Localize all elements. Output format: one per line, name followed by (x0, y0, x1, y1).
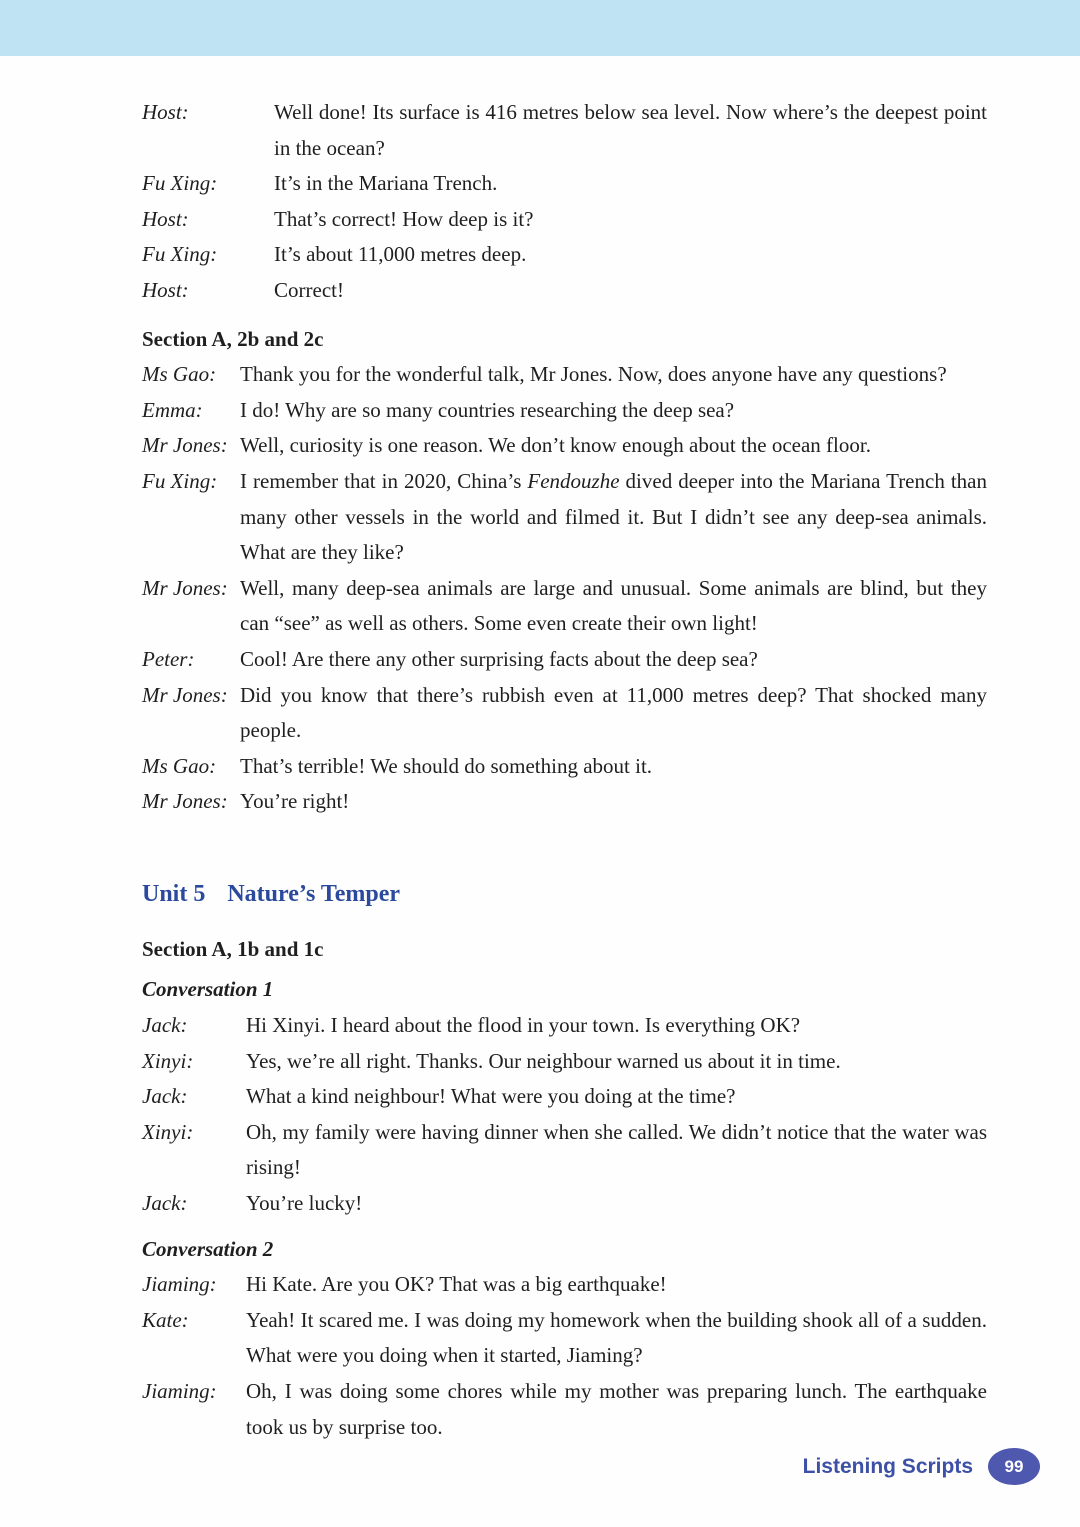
dialogue-text: Hi Kate. Are you OK? That was a big earthquake! (246, 1272, 667, 1297)
speaker-label: Ms Gao: (142, 362, 217, 387)
dialogue-line (142, 428, 987, 464)
dialogue-text: What a kind neighbour! What were you doing at the time? (246, 1084, 736, 1109)
speaker-label: Jack: (142, 1013, 188, 1038)
dialogue-text-segment: I remember that in 2020, China’s (240, 468, 528, 493)
dialogue-line (142, 1303, 987, 1374)
dialogue-block-conversation-1 (142, 1008, 987, 1222)
dialogue-text: It’s in the Mariana Trench. (274, 171, 498, 196)
speaker-label: Fu Xing: (142, 242, 218, 267)
speaker-label: Ms Gao: (142, 753, 217, 778)
dialogue-line (142, 1008, 987, 1044)
top-decorative-band (0, 0, 1080, 56)
dialogue-text: Hi Xinyi. I heard about the flood in your town. Is everything OK? (246, 1013, 801, 1038)
dialogue-text: Yes, we’re all right. Thanks. Our neighbour warned us about it in time. (246, 1048, 841, 1073)
dialogue-line (142, 166, 987, 202)
dialogue-text: You’re lucky! (246, 1191, 363, 1216)
dialogue-line (142, 357, 987, 393)
dialogue-line (142, 784, 987, 820)
vessel-name-italic: Fendouzhe (527, 468, 620, 493)
dialogue-text: That’s terrible! We should do something about it. (240, 753, 653, 778)
dialogue-text: Yeah! It scared me. I was doing my homework when the building shook all of a sudden. What were you doing when it started, Jiaming? (246, 1307, 987, 1368)
dialogue-text: I do! Why are so many countries researching the deep sea? (240, 397, 735, 422)
dialogue-text: Well, curiosity is one reason. We don’t know enough about the ocean floor. (240, 433, 871, 458)
section-heading-1b-1c: Section A, 1b and 1c (142, 936, 324, 961)
dialogue-text: Well, many deep-sea animals are large and unusual. Some animals are blind, but they can “see” as well as others. Some even create their own light! (240, 575, 987, 636)
dialogue-line (142, 464, 987, 571)
page-footer (803, 1448, 1040, 1485)
dialogue-text: Well done! Its surface is 416 metres below sea level. Now where’s the deepest point in the ocean? (274, 100, 987, 160)
dialogue-line (142, 393, 987, 429)
speaker-label: Jack: (142, 1191, 188, 1216)
dialogue-text: That’s correct! How deep is it? (274, 206, 534, 231)
speaker-label: Kate: (142, 1307, 189, 1332)
dialogue-text: Oh, I was doing some chores while my mother was preparing lunch. The earthquake took us by surprise too. (246, 1379, 987, 1439)
speaker-label: Jiaming: (142, 1379, 217, 1403)
speaker-label: Jack: (142, 1084, 188, 1109)
dialogue-line (142, 237, 987, 273)
speaker-label: Mr Jones: (142, 682, 228, 707)
dialogue-text: Cool! Are there any other surprising facts about the deep sea? (240, 646, 758, 671)
dialogue-text: Thank you for the wonderful talk, Mr Jones. Now, does anyone have any questions? (240, 362, 947, 387)
speaker-label: Host: (142, 206, 189, 231)
unit-heading (142, 876, 987, 912)
dialogue-text: You’re right! (240, 789, 350, 814)
conversation-1-heading: Conversation 1 (142, 977, 274, 1002)
unit-title: Nature’s Temper (227, 880, 400, 907)
speaker-label: Mr Jones: (142, 575, 228, 600)
speaker-label: Jiaming: (142, 1272, 217, 1297)
page-number-badge: 99 (988, 1448, 1040, 1485)
dialogue-line (142, 642, 987, 678)
speaker-label: Mr Jones: (142, 433, 228, 458)
dialogue-line (142, 273, 987, 309)
dialogue-line (142, 1374, 987, 1445)
dialogue-text-segment: dived deeper into the Mariana Trench than many other vessels in the world and filmed it. But I didn’t see any deep-sea animals. What are they like? (240, 468, 987, 565)
speaker-label: Fu Xing: (142, 171, 218, 196)
speaker-label: Fu Xing: (142, 468, 218, 493)
speaker-label: Host: (142, 100, 189, 124)
dialogue-line (142, 571, 987, 642)
dialogue-block-classroom (142, 357, 987, 820)
dialogue-line (142, 95, 987, 166)
dialogue-line (142, 749, 987, 785)
dialogue-text: It’s about 11,000 metres deep. (274, 242, 527, 267)
dialogue-line (142, 678, 987, 749)
dialogue-text (240, 464, 987, 571)
dialogue-line (142, 1044, 987, 1080)
dialogue-line (142, 1186, 987, 1222)
unit-number: Unit 5 (142, 880, 206, 907)
dialogue-line (142, 1267, 987, 1303)
speaker-label: Xinyi: (142, 1119, 194, 1144)
conversation-2-heading: Conversation 2 (142, 1236, 274, 1261)
dialogue-text: Did you know that there’s rubbish even at 11,000 metres deep? That shocked many people. (240, 682, 987, 743)
dialogue-text: Oh, my family were having dinner when she called. We didn’t notice that the water was rising! (246, 1119, 987, 1180)
speaker-label: Peter: (142, 646, 195, 671)
footer-section-label: Listening Scripts (802, 1454, 973, 1478)
dialogue-block-conversation-2 (142, 1267, 987, 1445)
dialogue-line (142, 1079, 987, 1115)
speaker-label: Emma: (142, 397, 203, 422)
dialogue-block-quiz (142, 95, 987, 309)
section-heading-2b-2c: Section A, 2b and 2c (142, 326, 324, 351)
dialogue-line (142, 1115, 987, 1186)
listening-scripts-page (142, 95, 987, 1445)
dialogue-line (142, 202, 987, 238)
dialogue-text: Correct! (274, 277, 344, 302)
speaker-label: Host: (142, 277, 189, 302)
speaker-label: Mr Jones: (142, 789, 228, 814)
speaker-label: Xinyi: (142, 1048, 194, 1073)
